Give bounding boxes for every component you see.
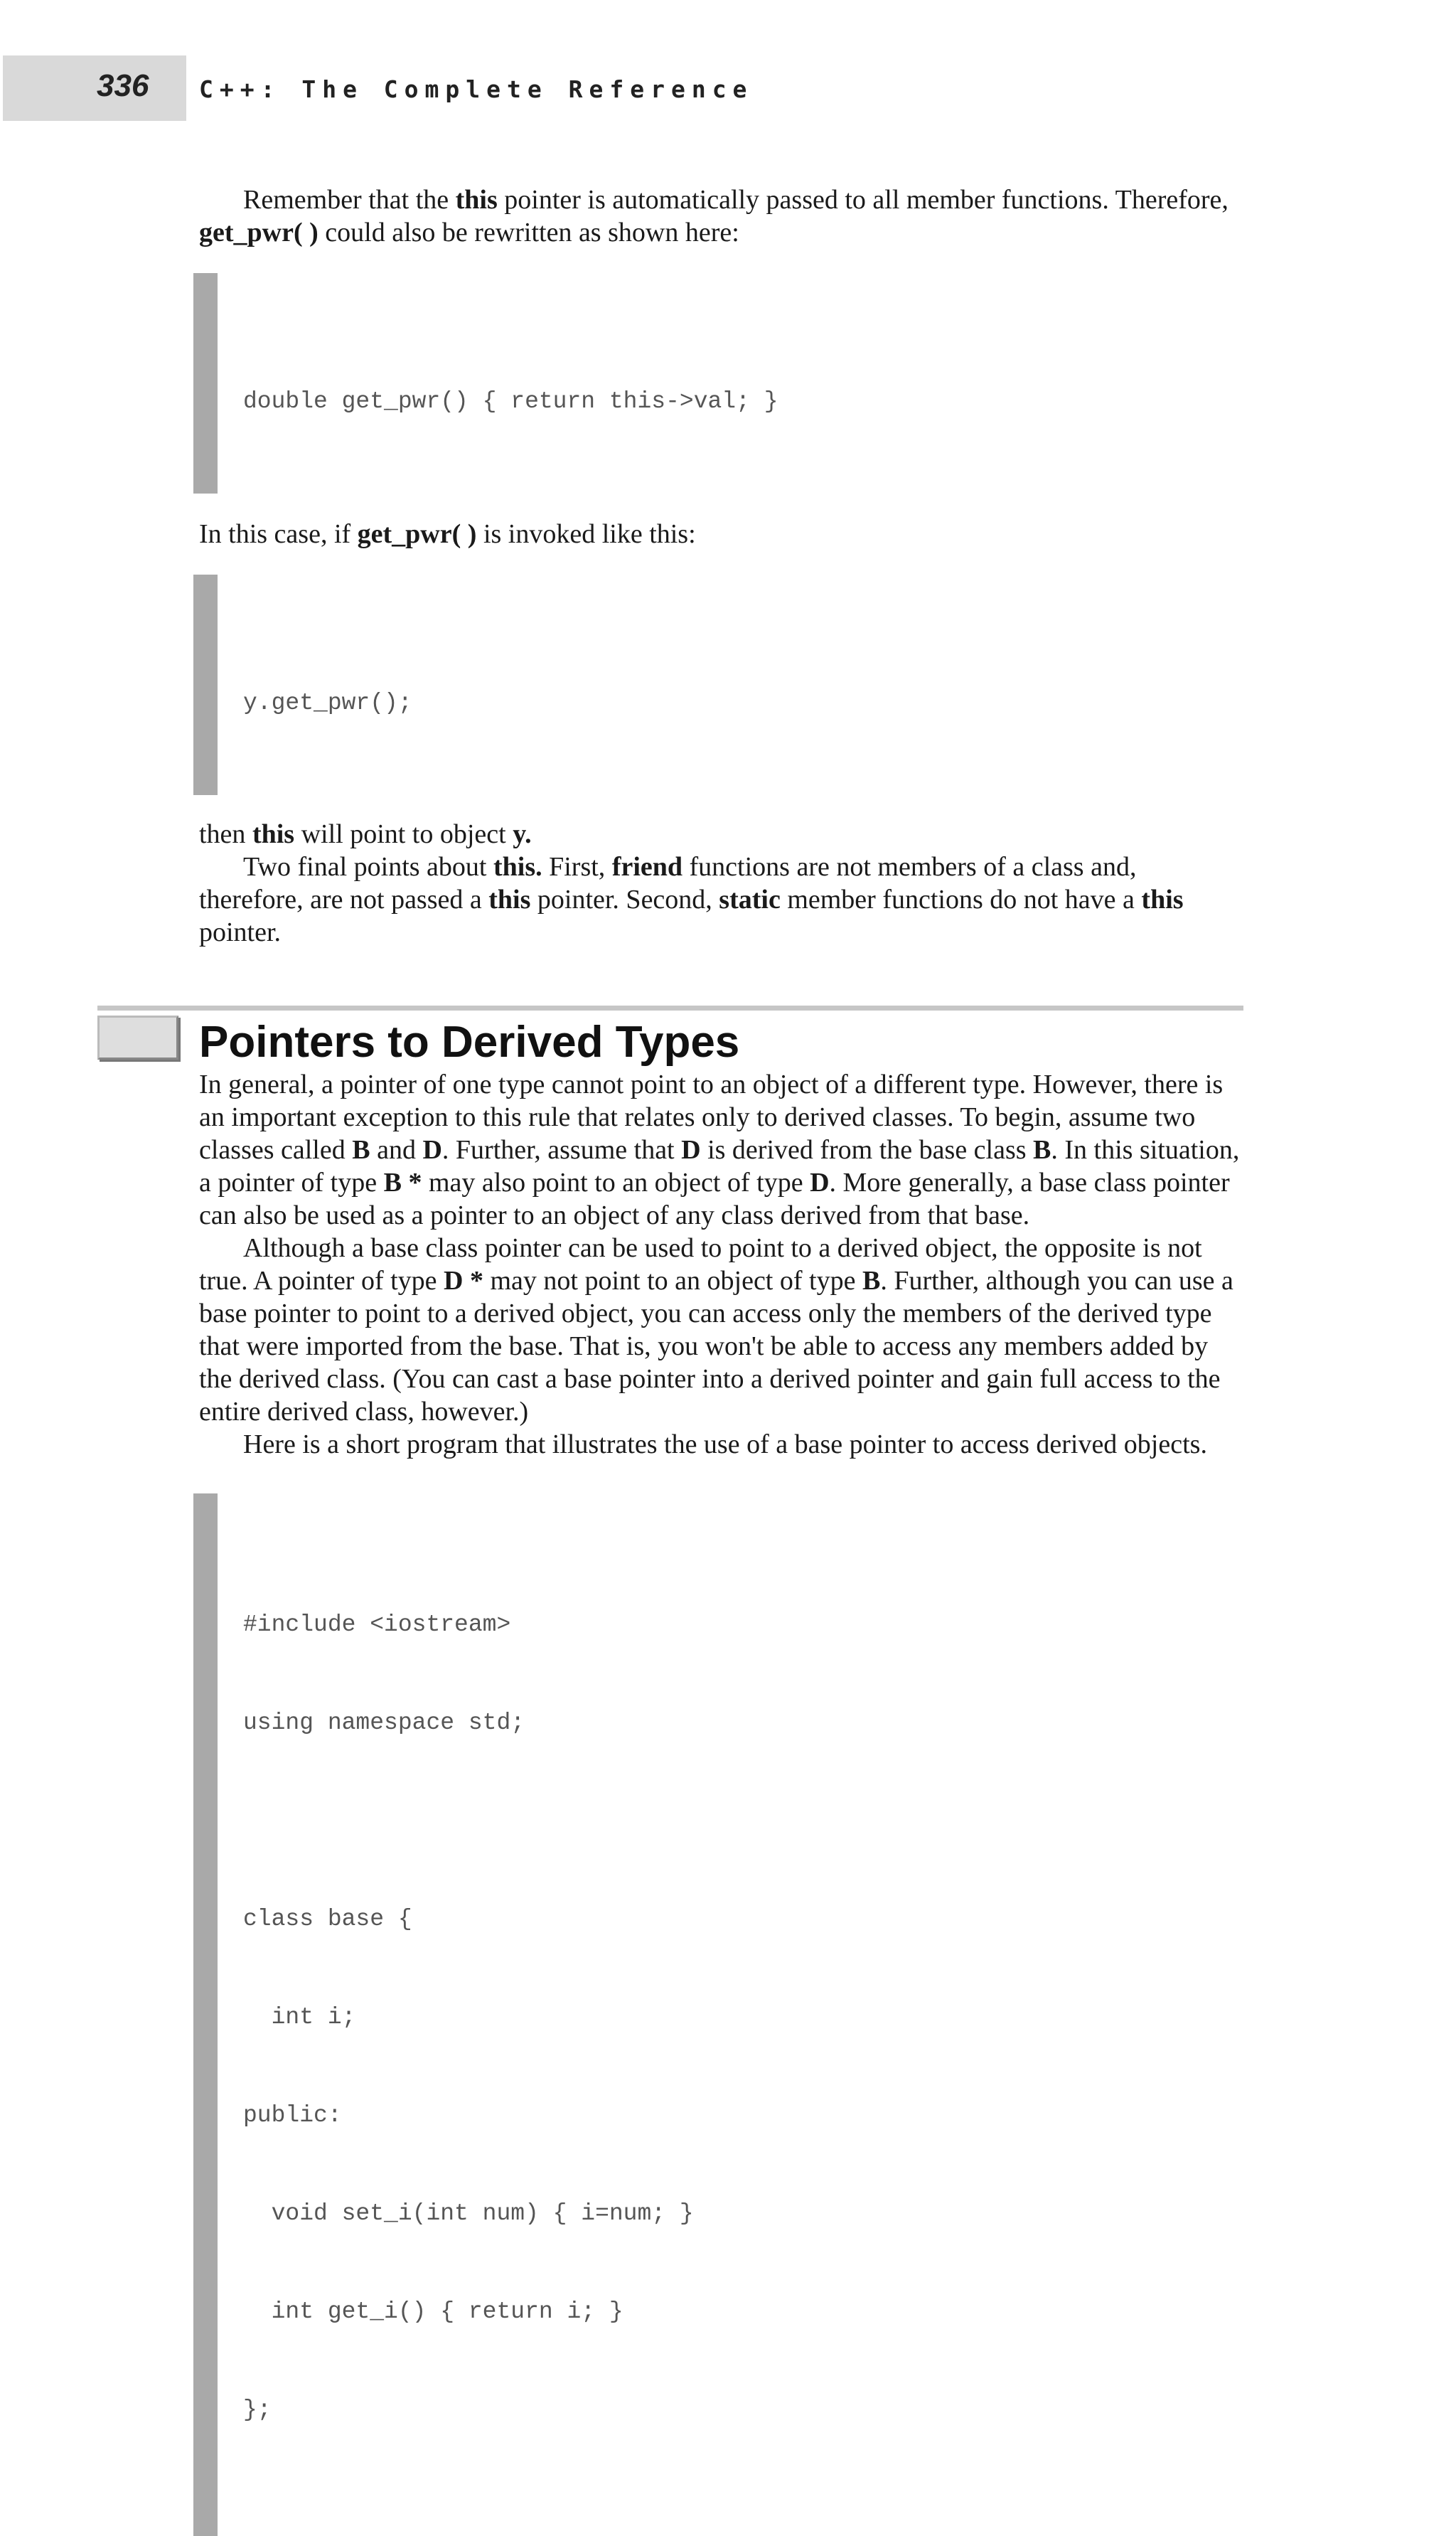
page-number: 336 bbox=[97, 68, 149, 103]
keyword: get_pwr( ) bbox=[357, 519, 477, 549]
code-bar bbox=[193, 273, 218, 494]
text: is derived from the base class bbox=[700, 1135, 1034, 1165]
code-line bbox=[243, 1805, 1244, 1838]
code-line: int i; bbox=[243, 2004, 356, 2030]
code-line: #include <iostream> bbox=[243, 1611, 511, 1638]
page-body bbox=[199, 183, 1244, 2536]
keyword: D bbox=[422, 1135, 442, 1165]
keyword: friend bbox=[611, 852, 683, 882]
paragraph-object-y bbox=[199, 818, 1244, 851]
section-marker-box bbox=[97, 1016, 178, 1060]
code-line: class base { bbox=[243, 1906, 412, 1932]
text: may not point to an object of type bbox=[483, 1266, 862, 1296]
keyword: static bbox=[719, 885, 781, 915]
text: may also point to an object of type bbox=[422, 1168, 810, 1198]
text: pointer is automatically passed to all member functions. Therefore, bbox=[497, 185, 1228, 215]
keyword: this. bbox=[493, 852, 542, 882]
keyword: this bbox=[455, 185, 498, 215]
text: then bbox=[199, 819, 252, 849]
keyword: B * bbox=[383, 1168, 422, 1198]
text: member functions do not have a bbox=[780, 885, 1142, 915]
code-block-program bbox=[199, 1493, 1244, 2536]
code-line: y.get_pwr(); bbox=[243, 690, 412, 716]
text: is invoked like this: bbox=[476, 519, 696, 549]
keyword: B bbox=[1033, 1135, 1051, 1165]
code-line: }; bbox=[243, 2397, 272, 2423]
paragraph-this-pointer bbox=[199, 183, 1244, 249]
text: . More generally, a base class pointer can also be used as a pointer to an object of any class derived from that base. bbox=[199, 1168, 1230, 1230]
keyword: this bbox=[1141, 885, 1184, 915]
text: pointer. Second, bbox=[530, 885, 719, 915]
text: Here is a short program that illustrates the use of a base pointer to access derived objects. bbox=[243, 1429, 1207, 1459]
text: First, bbox=[542, 852, 612, 882]
code-bar bbox=[193, 575, 218, 795]
keyword: D bbox=[810, 1168, 830, 1198]
text: could also be rewritten as shown here: bbox=[318, 218, 739, 247]
text: . Further, although you can use a base pointer to point to a derived object, you can access only the members of the derived type that were imported from the base. That is, you won't be able to access any members added by the derived class. (You can cast a base pointer into a derived pointer and gain full access to the entire derived class, however.) bbox=[199, 1266, 1233, 1427]
paragraph-final-points bbox=[199, 851, 1244, 949]
code-block-invoke bbox=[199, 575, 1244, 795]
code-block-get-pwr bbox=[199, 273, 1244, 494]
paragraph-invocation bbox=[199, 518, 1244, 550]
keyword: this bbox=[252, 819, 295, 849]
keyword: this bbox=[488, 885, 531, 915]
paragraph-opposite bbox=[199, 1232, 1244, 1428]
text: Two final points about bbox=[243, 852, 493, 882]
paragraph-general bbox=[199, 1068, 1244, 1232]
paragraph-program-intro bbox=[199, 1428, 1244, 1461]
text: In this case, if bbox=[199, 519, 358, 549]
text: pointer. bbox=[199, 917, 282, 947]
text: . In this situation, a pointer of type bbox=[199, 1135, 1240, 1198]
keyword: B bbox=[352, 1135, 370, 1165]
section-heading: Pointers to Derived Types bbox=[199, 1018, 740, 1067]
book-title: C++: The Complete Reference bbox=[199, 75, 754, 103]
text: . Further, assume that bbox=[441, 1135, 682, 1165]
code-line: void set_i(int num) { i=num; } bbox=[243, 2200, 694, 2227]
text: will point to object bbox=[294, 819, 513, 849]
text: Although a base class pointer can be used to point to a derived object, the opposite is not true. A pointer of type bbox=[199, 1233, 1202, 1296]
keyword: B bbox=[862, 1266, 881, 1296]
text: In general, a pointer of one type cannot point to an object of a different type. However, there is an important exception to this rule that relates only to derived classes. To begin, assume two classes called bbox=[199, 1070, 1224, 1165]
page-number-box bbox=[3, 55, 186, 121]
text: Remember that the bbox=[243, 185, 456, 215]
code-line: double get_pwr() { return this->val; } bbox=[243, 388, 778, 415]
code-bar bbox=[193, 1493, 218, 2536]
code-line: using namespace std; bbox=[243, 1710, 525, 1736]
keyword: D bbox=[681, 1135, 701, 1165]
text: and bbox=[370, 1135, 423, 1165]
keyword: get_pwr( ) bbox=[199, 218, 318, 247]
section-pointers-to-derived-types bbox=[199, 1006, 1244, 1068]
keyword: D * bbox=[444, 1266, 483, 1296]
keyword: y. bbox=[513, 819, 532, 849]
section-rule bbox=[97, 1006, 1243, 1011]
code-line: int get_i() { return i; } bbox=[243, 2298, 623, 2325]
code-line: public: bbox=[243, 2102, 342, 2129]
text: functions are not members of a class and, therefore, are not passed a bbox=[199, 852, 1137, 915]
running-head bbox=[0, 55, 1456, 121]
